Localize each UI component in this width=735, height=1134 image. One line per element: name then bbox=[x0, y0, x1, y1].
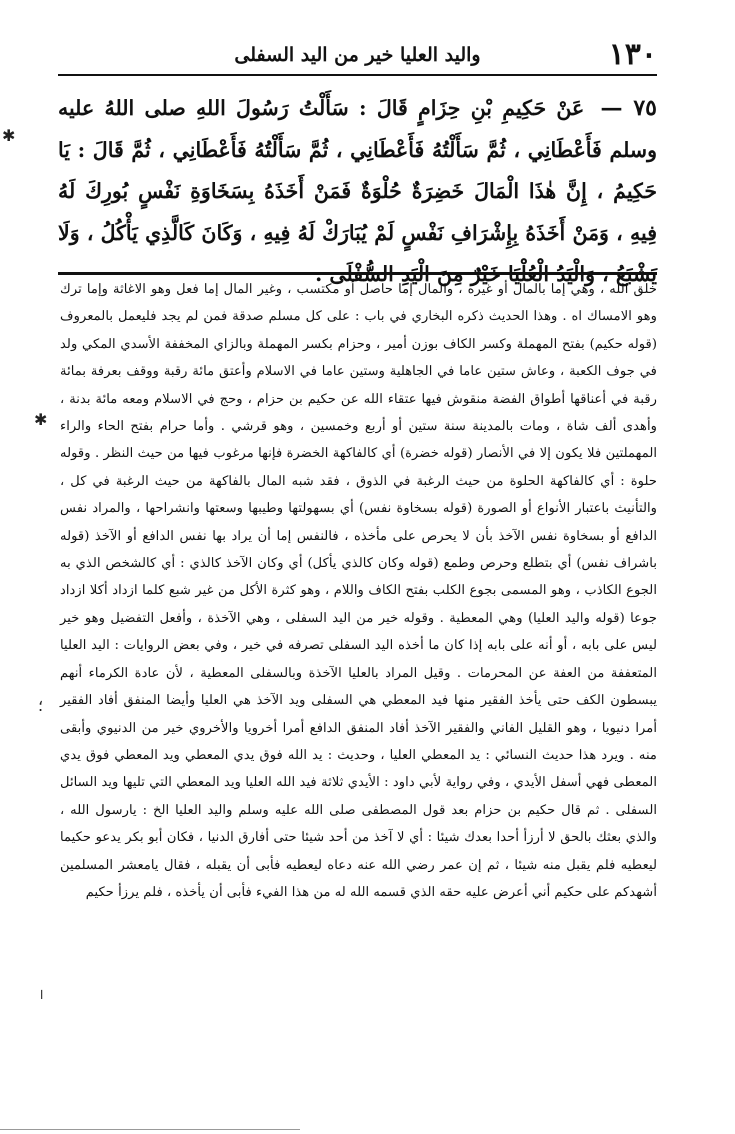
hadith-text-block bbox=[58, 88, 657, 296]
page-header bbox=[58, 38, 657, 72]
commentary-block bbox=[60, 276, 657, 906]
margin-asterisk: ✱ bbox=[2, 126, 16, 145]
margin-asterisk: ✱ bbox=[34, 410, 48, 429]
hadith-text: عَنْ حَكِيمِ بْنِ حِزَامٍ قَالَ : سَأَلْتُ رَسُولَ اللهِ صلى اللهُ عليه وسلم فَأَعْطَانِي ، ثُمَّ سَأَلْتُهُ فَأَعْطَانِي ، ثُمَّ سَأَلْتُهُ فَأَعْطَانِي ، ثُمَّ قَالَ : يَا حَكِيمُ ، إِنَّ هٰذَا الْمَالَ خَضِرَةٌ حُلْوَةٌ فَمَنْ أَخَذَهُ بِسَخَاوَةِ نَفْسٍ بُورِكَ لَهُ فِيهِ ، وَمَنْ أَخَذَهُ بِإِشْرَافِ نَفْسٍ لَمْ يُبَارَكْ لَهُ فِيهِ ، وَكَانَ كَالَّذِي يَأْكُلُ ، وَلَا يَشْبَعُ ، وَالْيَدُ الْعُلْيَا خَيْرٌ مِنَ الْيَدِ السُّفْلَى . bbox=[58, 96, 657, 286]
page-number: ١٣٠ bbox=[608, 37, 657, 72]
running-title: واليد العليا خير من اليد السفلى bbox=[234, 44, 481, 66]
header-rule bbox=[58, 74, 657, 76]
bottom-rule bbox=[0, 1129, 300, 1130]
commentary-text: خلق الله ، وهي إما بالمال أو غيره ، والمال إما حاصل أو مكتسب ، وغير المال إما فعل وهو الاغاثة وإما ترك وهو الامساك اه . وهذا الحديث ذكره البخاري في باب : على كل مسلم صدقة فمن لم يجد فليعمل بالمعروف (قوله حكيم) بفتح المهملة وكسر الكاف بوزن أمير ، وحزام بكسر المهملة وبالزاي المخففة الأسدي المكي ولد في جوف الكعبة ، وعاش ستين عاما في الجاهلية وستين عاما في الاسلام وأعتق مائة رقبة ووقف بعرفة بمائة رقبة في أعناقها أطواق الفضة منقوش فيها عتقاء الله عن حكيم بن حزام ، وحج في الاسلام ومعه مائة بدنة ، وأهدى ألف شاة ، ومات بالمدينة سنة ستين أو أربع وخمسين ، وهو قرشي . وأما حرام بفتح الحاء والراء المهملتين فلا يكون إلا في الأنصار (قوله خضرة) أي كالفاكهة الخضرة فإنها مرغوب فيها من حيث النظر . وقوله حلوة : أي كالفاكهة الحلوة من حيث الرغبة في الذوق ، فقد شبه المال بالفاكهة من حيث الرغبة في كل ، والتأنيث باعتبار الأنواع أو الصورة (قوله بسخاوة نفس) أي بسهولتها وطيبها وسعتها وانشراحها ، والمراد نفس الدافع أو بسخاوة نفس الآخذ بأن لا يحرص على مأخذه ، فالنفس إما أن يراد بها نفس الدافع أو الآخذ (قوله باشراف نفس) أي بتطلع وحرص وطمع (قوله وكان كالذي يأكل) أي وكان الآخذ كالذي : أي كالشخص الذي به الجوع الكاذب ، وهو المسمى بجوع الكلب بفتح الكاف واللام ، وهو كثرة الأكل من غير شبع كلما ازداد أكلا ازداد جوعا (قوله واليد العليا) وهي المعطية . وقوله خير من اليد السفلى ، وهي الآخذة ، وأفعل التفضيل وهو خير ليس على بابه ، أو أنه على بابه إذا كان ما أخذه اليد السفلى تصرفه في خير ، وفي بعض الروايات : اليد العليا المتعففة من العفة عن المحرمات . وقيل المراد بالعليا الآخذة وبالسفلى المعطية ، لأن عادة الكرماء أنهم يبسطون الكف حتى يأخذ الفقير منها فيد المعطي هي السفلى ويد الآخذ هي العليا وأيضا المنفق أفاد الفقير أمرا دنيويا ، وهو القليل الفاني والفقير الآخذ أفاد المنفق الدافع أمرا أخرويا والأخروي خير من الدنيوي وأبقى منه . ويرد هذا حديث النسائي : يد المعطي العليا ، وحديث : يد الله فوق يدي المعطي ويد المعطي فوق يدي المعطى فهي أسفل الأيدي ، وفي رواية لأبي داود : الأيدي ثلاثة فيد الله العليا ويد المعطي التي تليها ويد السائل السفلى . ثم قال حكيم بن حزام بعد قول المصطفى صلى الله عليه وسلم واليد العليا الخ : يارسول الله ، والذي بعثك بالحق لا أرزأ أحدا بعدك شيئا : أي لا آخذ من أحد شيئا حتى أفارق الدنيا ، فكان أبو بكر يدعو حكيما ليعطيه فلم يقبل منه شيئا ، ثم إن عمر رضي الله عنه دعاه ليعطيه فأبى أن يقبله ، فقال يامعشر المسلمين أشهدكم على حكيم أني أعرض عليه حقه الذي قسمه الله له من هذا الفيء فأبى أن يأخذه ، فلم يرزأ حكيم bbox=[60, 282, 657, 900]
hadith-number: ٧٥ — bbox=[600, 95, 657, 121]
margin-mark: ا bbox=[40, 988, 44, 1002]
section-divider bbox=[58, 272, 657, 275]
margin-mark: ؛ bbox=[38, 696, 44, 715]
